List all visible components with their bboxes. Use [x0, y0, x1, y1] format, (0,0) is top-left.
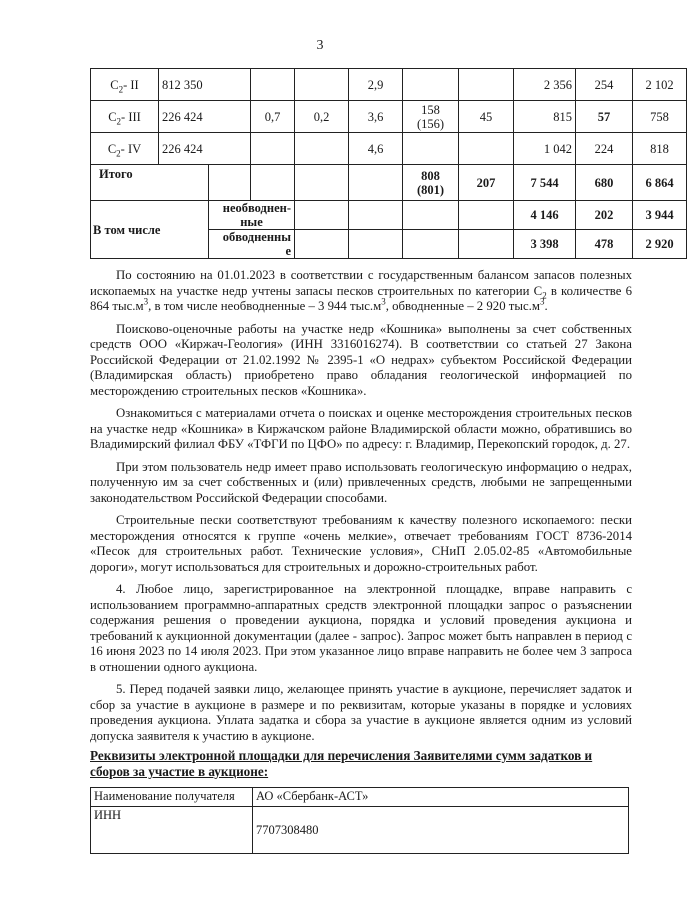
category-cell: $C_2-$ III	[91, 101, 159, 133]
reserves-table	[90, 68, 687, 259]
table-cell: 812 350	[159, 69, 251, 101]
table-cell: 226 424	[159, 133, 251, 165]
table-cell: 758	[633, 101, 687, 133]
requisite-label: Наименование получателя	[91, 788, 253, 807]
paragraph-deposit: 5. Перед подачей заявки лицо, желающее принять участие в аукционе, перечисляет задаток и сбор за участие в аукционе в размере и по реквизитам, которые указаны в порядке и условиях проведения аукциона. Уплата задатка и сбора за участие в аукционе является одним из условий допуска заявителя к участию в аукционе.	[90, 682, 632, 743]
paragraph-clarification-request: 4. Любое лицо, зарегистрированное на электронной площадке, вправе направить с использованием программно-аппаратных средств электронной площадки запрос о разъяснении содержания решения о проведении аукциона, порядка и условий проведения аукциона и требований к аукционной документации (далее - запрос). Запрос может быть направлен в период с 16 июня 2023 по 14 июля 2023. При этом указанное лицо вправе направить не более чем 3 запроса в отношении одного аукциона.	[90, 582, 632, 674]
total-label: Итого	[91, 165, 209, 201]
table-cell: 3,6	[349, 101, 403, 133]
table-cell: 6 864	[633, 165, 687, 201]
paragraph-user-rights: При этом пользователь недр имеет право использовать геологическую информацию о недрах, полученную им за счет собственных и (или) привлеченных средств, любыми не запрещенными законодательством Российской Федерации способами.	[90, 459, 632, 505]
table-row	[91, 788, 629, 807]
table-cell: 207	[459, 165, 514, 201]
table-cell: 7 544	[514, 165, 576, 201]
table-row-total	[91, 165, 687, 201]
category-cell: $C_2-$ II	[91, 69, 159, 101]
table-cell: 158 (156)	[403, 101, 459, 133]
table-cell: 818	[633, 133, 687, 165]
table-cell: 2 920	[633, 230, 687, 259]
table-cell: 680	[576, 165, 633, 201]
table-cell: 254	[576, 69, 633, 101]
table-cell: 57	[576, 101, 633, 133]
table-cell: 3 398	[514, 230, 576, 259]
table-cell: 224	[576, 133, 633, 165]
subcategory-cell: обводненны е	[209, 230, 295, 259]
requisites-title: Реквизиты электронной площадки для перечисления Заявителями сумм задатков и сборов за участие в аукционе:	[90, 748, 593, 779]
requisite-value: 7707308480	[253, 807, 629, 854]
table-cell: 815	[514, 101, 576, 133]
table-cell: 2 356	[514, 69, 576, 101]
requisite-label: ИНН	[91, 807, 253, 854]
table-cell: 2,9	[349, 69, 403, 101]
table-row	[91, 807, 629, 854]
requisite-value: АО «Сбербанк-АСТ»	[253, 788, 629, 807]
subcategory-cell: необводнен- ные	[209, 201, 295, 230]
table-cell: 808 (801)	[403, 165, 459, 201]
paragraph-sand-quality: Строительные пески соответствуют требованиям к качеству полезного ископаемого: пески месторождения относятся к группе «очень мелкие», отвечает требованиям ГОСТ 8736-2014 «Песок для строительных работ. Технические условия», СНиП 2.05.02-85 «Автомобильные дороги», могут использоваться для строительных и дорожно-строительных работ.	[90, 513, 632, 574]
table-cell: 3 944	[633, 201, 687, 230]
table-row	[91, 69, 687, 101]
requisites-table	[90, 787, 629, 854]
page-number: 3	[316, 38, 324, 53]
body-text	[90, 268, 632, 751]
table-cell: 0,7	[251, 101, 295, 133]
category-cell: $C_2-$ IV	[91, 133, 159, 165]
table-cell: 1 042	[514, 133, 576, 165]
table-cell: 4,6	[349, 133, 403, 165]
including-label: В том числе	[91, 201, 209, 259]
table-row	[91, 101, 687, 133]
table-cell: 45	[459, 101, 514, 133]
table-row	[91, 201, 687, 230]
table-cell: 478	[576, 230, 633, 259]
paragraph-reserves: По состоянию на 01.01.2023 в соответствии с государственным балансом запасов полезных ископаемых на участке недр учтены запасы песков строительных по категории $С_2$ в количестве 6 864 $тыс.м^3$, в том числе необводненные – 3 944 $тыс.м^3$, обводненные – 2 920 $тыс.м^3$.	[90, 268, 632, 313]
table-cell: 4 146	[514, 201, 576, 230]
paragraph-report-access: Ознакомиться с материалами отчета о поисках и оценке месторождения строительных песков на участке недр «Кошника» в Киржачском районе Владимирской области можно, обратившись во Владимирский филиал ФБУ «ТФГИ по ЦФО» по адресу: г. Владимир, Перекопский городок, д. 27.	[90, 406, 632, 451]
table-cell: 0,2	[295, 101, 349, 133]
table-cell: 2 102	[633, 69, 687, 101]
table-cell: 202	[576, 201, 633, 230]
table-row	[91, 133, 687, 165]
table-cell: 226 424	[159, 101, 251, 133]
paragraph-exploration: Поисково-оценочные работы на участке недр «Кошника» выполнены за счет собственных средств ООО «Киржач-Геология» (ИНН 3316016274). В соответствии со статьей 27 Закона Российской Федерации от 21.02.1992 № 2395-1 «О недрах» субъектом Российской Федерации (Владимирская область) приобретено право обладания геологической информацией по месторождению строительных песков «Кошника».	[90, 321, 632, 398]
